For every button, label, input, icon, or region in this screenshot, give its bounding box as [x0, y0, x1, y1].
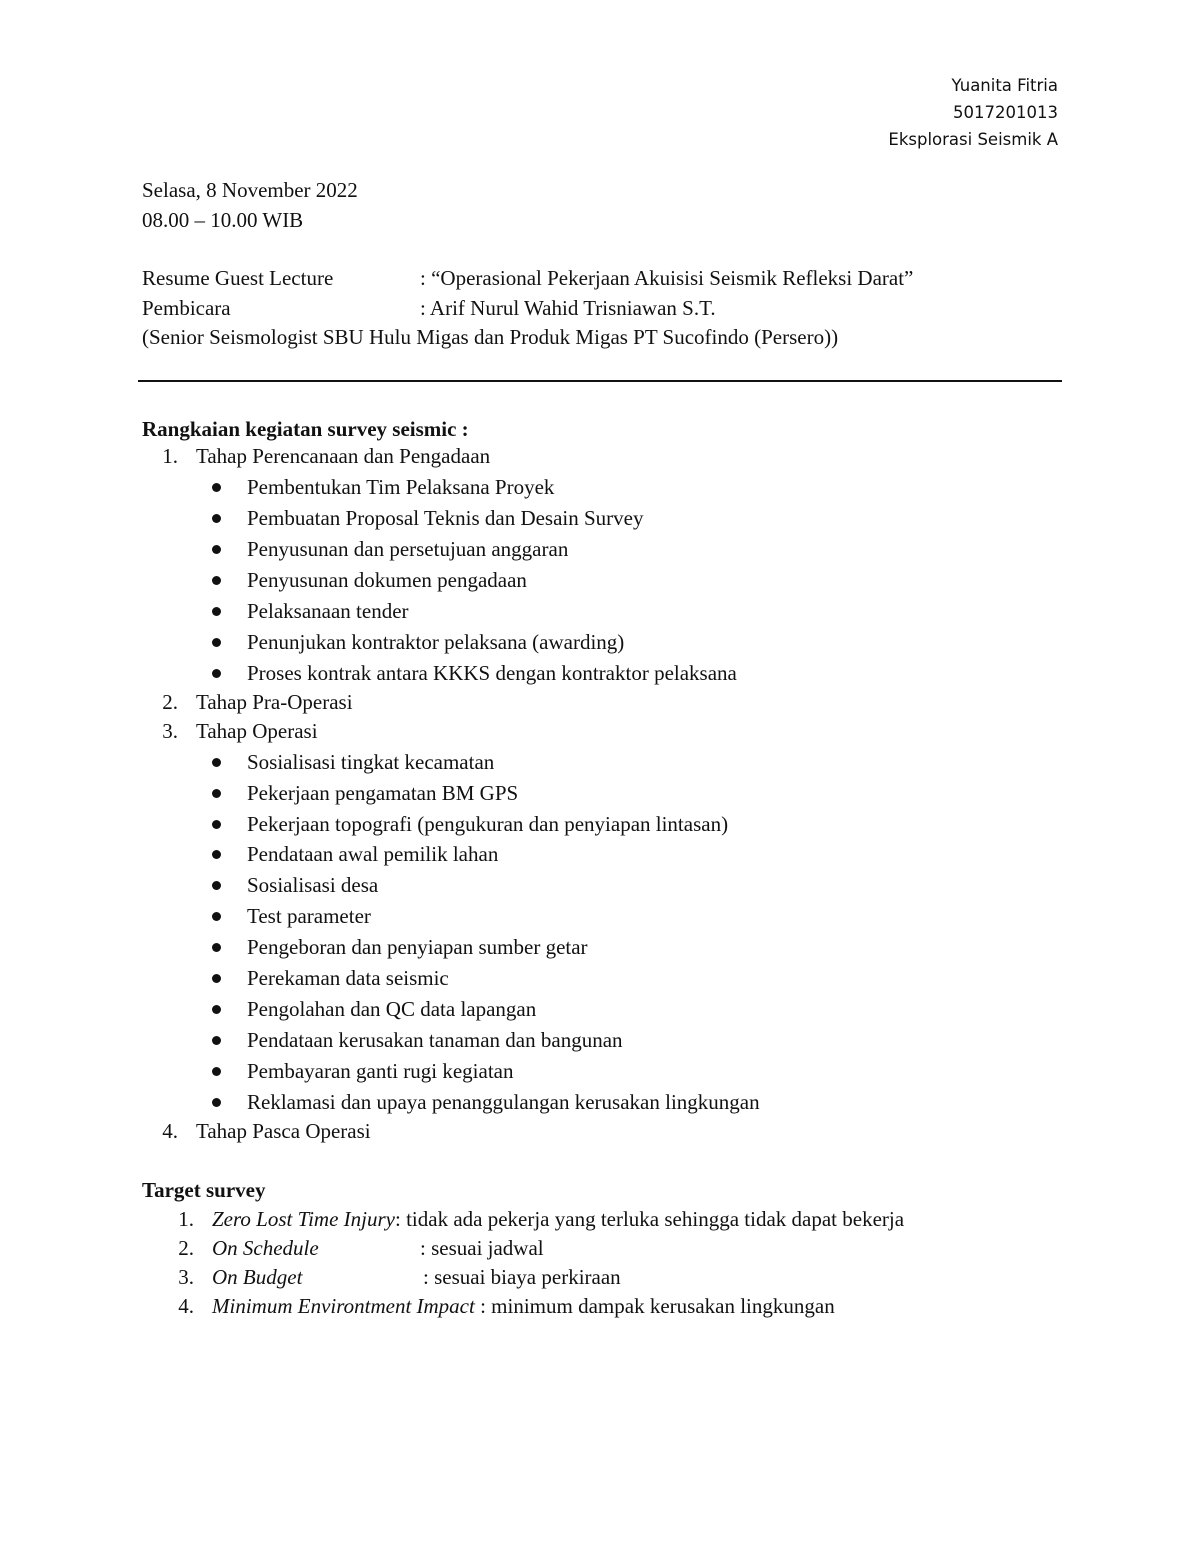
- list-item: Pengolahan dan QC data lapangan: [212, 994, 536, 1024]
- target-term: Zero Lost Time Injury: [212, 1207, 395, 1231]
- resume-row: [142, 263, 913, 293]
- target-desc: : sesuai biaya perkiraan: [423, 1265, 621, 1289]
- course-name: Eksplorasi Seismik A: [888, 130, 1058, 149]
- stage-number: 4.: [162, 1119, 178, 1143]
- target-desc: : tidak ada pekerja yang terluka sehingga tidak dapat bekerja: [395, 1207, 905, 1231]
- stage-item: [142, 1116, 371, 1146]
- stage-number: 3.: [162, 719, 178, 743]
- speaker-role: (Senior Seismologist SBU Hulu Migas dan Produk Migas PT Sucofindo (Persero)): [142, 325, 839, 349]
- speaker-row: [142, 293, 716, 323]
- stage-title: Tahap Perencanaan dan Pengadaan: [196, 444, 491, 468]
- author-header: [888, 72, 1058, 153]
- bullet-icon: [212, 820, 221, 829]
- bullet-icon: [212, 514, 221, 523]
- bullet-icon: [212, 669, 221, 678]
- list-item: Penyusunan dan persetujuan anggaran: [212, 534, 568, 564]
- target-item: [158, 1262, 621, 1292]
- bullet-icon: [212, 789, 221, 798]
- list-item: Pembentukan Tim Pelaksana Proyek: [212, 472, 554, 502]
- list-item: Penyusunan dokumen pengadaan: [212, 565, 527, 595]
- list-item: Penunjukan kontraktor pelaksana (awarding): [212, 627, 624, 657]
- stage-number: 1.: [162, 444, 178, 468]
- bullet-icon: [212, 974, 221, 983]
- bullet-icon: [212, 1036, 221, 1045]
- bullet-icon: [212, 1067, 221, 1076]
- list-item: Pendataan awal pemilik lahan: [212, 839, 498, 869]
- stage-number: 2.: [162, 690, 178, 714]
- stage-title: Tahap Pra-Operasi: [196, 690, 353, 714]
- stage-title: Tahap Pasca Operasi: [196, 1119, 371, 1143]
- bullet-icon: [212, 545, 221, 554]
- horizontal-divider: [138, 380, 1062, 382]
- bullet-icon: [212, 850, 221, 859]
- target-term: Minimum Environtment Impact: [212, 1294, 475, 1318]
- bullet-icon: [212, 576, 221, 585]
- list-item: Perekaman data seismic: [212, 963, 449, 993]
- list-item: Pekerjaan topografi (pengukuran dan penyiapan lintasan): [212, 809, 728, 839]
- target-desc: : sesuai jadwal: [420, 1236, 544, 1260]
- target-item: [158, 1233, 544, 1263]
- stage-title: Tahap Operasi: [196, 719, 318, 743]
- stage-item: [142, 441, 490, 471]
- speaker-value: : Arif Nurul Wahid Trisniawan S.T.: [420, 296, 716, 320]
- target-number: 1.: [178, 1207, 194, 1231]
- list-item: Pekerjaan pengamatan BM GPS: [212, 778, 518, 808]
- list-item: Reklamasi dan upaya penanggulangan kerusakan lingkungan: [212, 1087, 760, 1117]
- speaker-label: Pembicara: [142, 296, 231, 320]
- target-number: 4.: [178, 1294, 194, 1318]
- bullet-icon: [212, 607, 221, 616]
- bullet-icon: [212, 912, 221, 921]
- list-item: Sosialisasi tingkat kecamatan: [212, 747, 494, 777]
- stage-item: [142, 716, 318, 746]
- stage-item: [142, 687, 353, 717]
- target-number: 2.: [178, 1236, 194, 1260]
- resume-label: Resume Guest Lecture: [142, 266, 334, 290]
- activities-heading: Rangkaian kegiatan survey seismic :: [142, 417, 469, 441]
- bullet-icon: [212, 638, 221, 647]
- list-item: Pembayaran ganti rugi kegiatan: [212, 1056, 514, 1086]
- target-desc: : minimum dampak kerusakan lingkungan: [474, 1294, 835, 1318]
- author-name: Yuanita Fitria: [951, 76, 1058, 95]
- target-number: 3.: [178, 1265, 194, 1289]
- list-item: Test parameter: [212, 901, 371, 931]
- list-item: Pelaksanaan tender: [212, 596, 409, 626]
- bullet-icon: [212, 943, 221, 952]
- time-line: 08.00 – 10.00 WIB: [142, 208, 304, 232]
- list-item: Pengeboran dan penyiapan sumber getar: [212, 932, 588, 962]
- resume-value: : “Operasional Pekerjaan Akuisisi Seismik Refleksi Darat”: [420, 266, 914, 290]
- student-id: 5017201013: [953, 103, 1058, 122]
- list-item: Sosialisasi desa: [212, 870, 378, 900]
- target-term: On Schedule: [212, 1236, 319, 1260]
- target-item: [158, 1291, 835, 1321]
- target-term: On Budget: [212, 1265, 303, 1289]
- list-item: Pendataan kerusakan tanaman dan bangunan: [212, 1025, 623, 1055]
- target-item: [158, 1204, 904, 1234]
- bullet-icon: [212, 1005, 221, 1014]
- bullet-icon: [212, 1098, 221, 1107]
- bullet-icon: [212, 881, 221, 890]
- bullet-icon: [212, 758, 221, 767]
- list-item: Pembuatan Proposal Teknis dan Desain Survey: [212, 503, 644, 533]
- targets-heading: Target survey: [142, 1178, 266, 1202]
- date-line: Selasa, 8 November 2022: [142, 178, 358, 202]
- list-item: Proses kontrak antara KKKS dengan kontraktor pelaksana: [212, 658, 737, 688]
- bullet-icon: [212, 483, 221, 492]
